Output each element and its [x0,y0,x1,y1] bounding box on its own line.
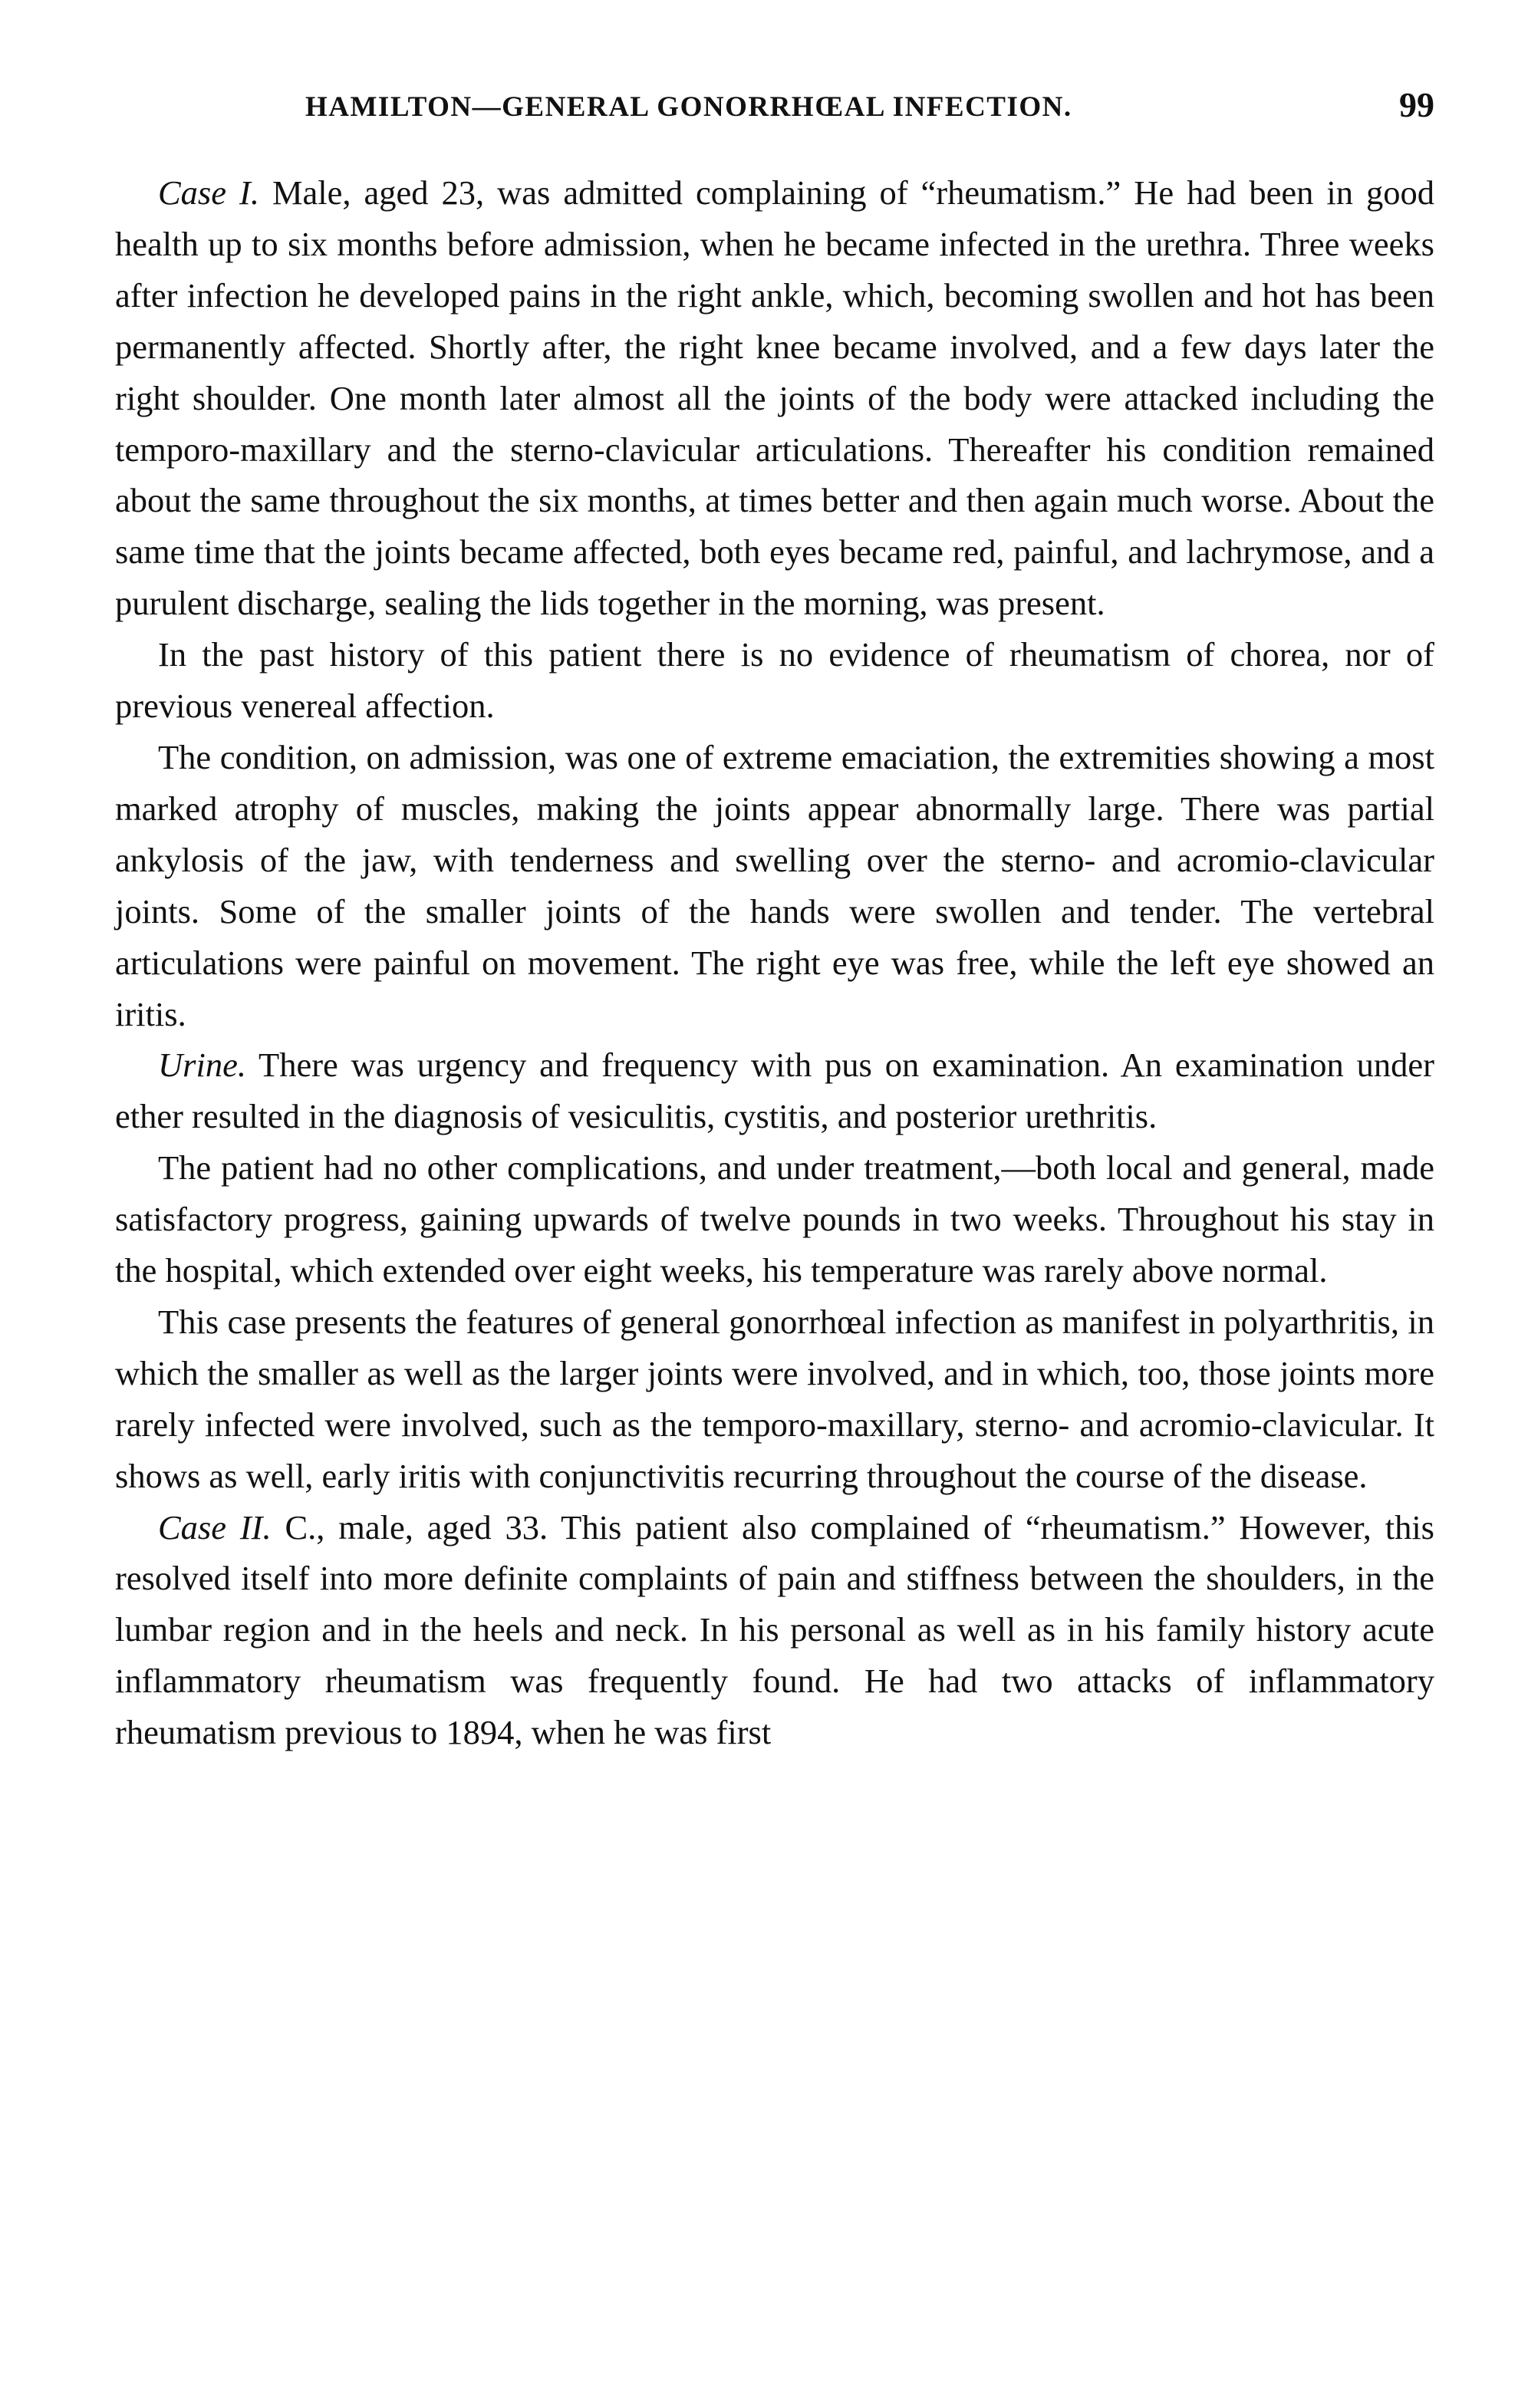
running-head [115,84,1434,130]
paragraph-text: There was urgency and frequency with pus on examination. An examination under ether resulted in the diagnosis of vesiculitis, cystitis, and posterior urethritis. [115,1046,1434,1136]
paragraph-case-2 [115,1502,1434,1759]
paragraph-text: This case presents the features of general gonorrhœal infection as manifest in polyarthritis, in which the smaller as well as the larger joints were involved, and in which, too, those joints more rarely infected were involved, such as the temporo-maxillary, sterno- and acromio-clavicular. It shows as well, early iritis with conjunctivitis recurring throughout the course of the disease. [115,1302,1434,1495]
case-heading: Case I. [158,173,259,212]
paragraph-text: The condition, on admission, was one of extreme emaciation, the extremities showing a most marked atrophy of muscles, making the joints appear abnormally large. There was partial ankylosis of the jaw, with tenderness and swelling over the sterno- and acromio-clavicular joints. Some of the smaller joints of the hands were swollen and tender. The vertebral articulations were painful on movement. The right eye was free, while the left eye showed an iritis. [115,737,1434,1033]
paragraph-case-summary [115,1296,1434,1502]
page-number: 99 [1399,85,1434,124]
paragraph-text: In the past history of this patient there is no evidence of rheumatism of chorea, nor of previous venereal affection. [115,635,1434,726]
paragraph-case-1 [115,167,1434,629]
paragraph-text: Male, aged 23, was admitted complaining of “rheumatism.” He had been in good health up to six months before admission, when he became infected in the urethra. Three weeks after infection he developed pains in the right ankle, which, becoming swollen and hot has been permanently affected. Shortly after, the right knee became involved, and a few days later the right shoulder. One month later almost all the joints of the body were attacked including the temporo-maxillary and the sterno-clavicular articulations. Thereafter his condition remained about the same throughout the six months, at times better and then again much worse. About the same time that the joints became affected, both eyes became red, painful, and lachrymose, and a purulent discharge, sealing the lids together in the morning, was present. [115,173,1434,623]
paragraph-treatment [115,1142,1434,1296]
paragraph-urine [115,1039,1434,1142]
section-heading: Urine. [158,1046,246,1085]
running-title: HAMILTON—GENERAL GONORRHŒAL INFECTION. [305,91,1072,123]
paragraph-text: C., male, aged 33. This patient also complained of “rheumatism.” However, this resolved itself into more definite complaints of pain and stiffness between the shoulders, in the lumbar region and in the heels and neck. In his personal as well as in his family history acute inflammatory rheumatism was frequently found. He had two attacks of inflammatory rheumatism previous to 1894, when he was first [115,1507,1434,1752]
case-heading: Case II. [158,1507,272,1547]
body-text [115,167,1434,1758]
paragraph-condition-on-admission [115,732,1434,1039]
paragraph-past-history [115,629,1434,732]
paragraph-text: The patient had no other complications, and under treatment,—both local and general, made satisfactory progress, gaining upwards of twelve pounds in two weeks. Throughout his stay in the hospital, which extended over eight weeks, his temperature was rarely above normal. [115,1148,1434,1290]
